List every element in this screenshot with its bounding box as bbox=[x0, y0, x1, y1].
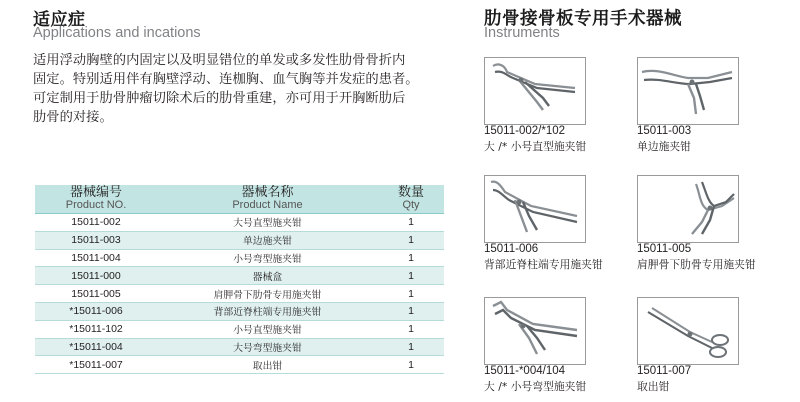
header-cn: 器械编号 bbox=[69, 185, 122, 200]
instrument-card bbox=[484, 57, 586, 125]
cell-no: 15011-000 bbox=[35, 267, 157, 285]
cell-name: 大号弯型施夹钳 bbox=[157, 338, 378, 356]
cell-qty: 1 bbox=[378, 356, 444, 374]
applications-paragraph bbox=[33, 51, 463, 127]
table-row bbox=[35, 231, 444, 249]
cell-qty: 1 bbox=[378, 320, 444, 338]
table-row bbox=[35, 285, 444, 303]
instrument-code: 15011-003 bbox=[637, 125, 692, 137]
instrument-caption: 取出钳 bbox=[637, 380, 670, 393]
cell-no: 15011-002 bbox=[35, 214, 157, 232]
table-row bbox=[35, 267, 444, 285]
header-qty bbox=[378, 185, 444, 214]
instrument-card bbox=[637, 297, 739, 365]
instrument-code: 15011-005 bbox=[637, 243, 692, 255]
cell-name: 背部近脊柱端专用施夹钳 bbox=[157, 302, 378, 320]
cell-name: 大号直型施夹钳 bbox=[157, 214, 378, 232]
cell-name: 小号直型施夹钳 bbox=[157, 320, 378, 338]
instrument-caption: 肩胛骨下肋骨专用施夹钳 bbox=[637, 258, 756, 271]
instrument-caption: 背部近脊柱端专用施夹钳 bbox=[484, 258, 603, 271]
cell-no: 15011-004 bbox=[35, 249, 157, 267]
header-product-name bbox=[157, 185, 378, 214]
spinal-forceps-icon bbox=[485, 176, 585, 242]
table-row bbox=[35, 214, 444, 232]
header-en: Qty bbox=[402, 199, 420, 211]
table-header-row bbox=[35, 185, 444, 214]
table-row bbox=[35, 356, 444, 374]
instrument-code: 15011-*004/104 bbox=[484, 365, 565, 377]
scapula-forceps-icon bbox=[638, 176, 738, 242]
header-cn: 器械名称 bbox=[241, 185, 294, 200]
cell-no: *15011-007 bbox=[35, 356, 157, 374]
cell-name: 小号弯型施夹钳 bbox=[157, 249, 378, 267]
cell-qty: 1 bbox=[378, 214, 444, 232]
cell-name: 肩胛骨下肋骨专用施夹钳 bbox=[157, 285, 378, 303]
paragraph-line: 固定。特别适用伴有胸壁浮动、连枷胸、血气胸等并发症的患者。 bbox=[33, 72, 419, 87]
paragraph-line: 适用浮动胸壁的内固定以及明显错位的单发或多发性肋骨骨折内 bbox=[33, 53, 406, 68]
curved-forceps-icon bbox=[485, 298, 585, 364]
header-en: Product Name bbox=[232, 199, 303, 211]
instrument-code: 15011-002/*102 bbox=[484, 125, 565, 137]
header-en: Product NO. bbox=[65, 199, 127, 211]
cell-no: 15011-005 bbox=[35, 285, 157, 303]
header-cn: 数量 bbox=[397, 185, 424, 200]
table-row bbox=[35, 320, 444, 338]
cell-qty: 1 bbox=[378, 285, 444, 303]
header-product-no bbox=[35, 185, 157, 214]
instruments-title-cn: 肋骨接骨板专用手术器械 bbox=[484, 9, 682, 29]
cell-no: *15011-006 bbox=[35, 302, 157, 320]
table-row bbox=[35, 338, 444, 356]
instrument-card bbox=[484, 175, 586, 243]
cell-qty: 1 bbox=[378, 267, 444, 285]
cell-qty: 1 bbox=[378, 338, 444, 356]
cell-qty: 1 bbox=[378, 231, 444, 249]
table-row bbox=[35, 249, 444, 267]
cell-no: *15011-004 bbox=[35, 338, 157, 356]
instruments-title-en: Instruments bbox=[484, 25, 560, 41]
single-side-forceps-icon bbox=[638, 58, 738, 124]
instrument-code: 15011-007 bbox=[637, 365, 692, 377]
instrument-caption: 单边施夹钳 bbox=[637, 140, 691, 153]
instrument-code: 15011-006 bbox=[484, 243, 539, 255]
cell-no: *15011-102 bbox=[35, 320, 157, 338]
paragraph-line: 可定制用于肋骨肿瘤切除术后的肋骨重建，亦可用于开胸断肋后 bbox=[33, 91, 406, 106]
straight-forceps-icon bbox=[485, 58, 585, 124]
applications-title-en: Applications and incations bbox=[33, 25, 201, 41]
applications-title-cn: 适应症 bbox=[33, 10, 86, 30]
instrument-card bbox=[637, 175, 739, 243]
cell-name: 器械盒 bbox=[157, 267, 378, 285]
instrument-caption: 大 /* 小号弯型施夹钳 bbox=[484, 380, 587, 393]
cell-no: 15011-003 bbox=[35, 231, 157, 249]
cell-qty: 1 bbox=[378, 302, 444, 320]
cell-qty: 1 bbox=[378, 249, 444, 267]
instrument-caption: 大 /* 小号直型施夹钳 bbox=[484, 140, 587, 153]
cell-name: 取出钳 bbox=[157, 356, 378, 374]
instrument-table bbox=[35, 185, 444, 374]
removal-forceps-icon bbox=[638, 298, 738, 364]
instrument-card bbox=[637, 57, 739, 125]
table-row bbox=[35, 302, 444, 320]
cell-name: 单边施夹钳 bbox=[157, 231, 378, 249]
instrument-card bbox=[484, 297, 586, 365]
paragraph-line: 肋骨的对接。 bbox=[33, 110, 113, 125]
